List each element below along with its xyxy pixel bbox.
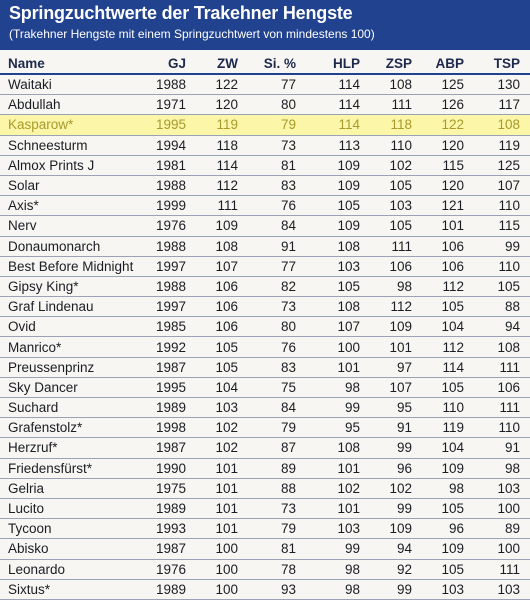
- cell-hlp: 98: [306, 579, 370, 599]
- column-header-si: Si. %: [248, 54, 306, 74]
- cell-hlp: 99: [306, 539, 370, 559]
- cell-name: Sky Dancer: [0, 377, 150, 397]
- cell-name: Kasparow*: [0, 115, 150, 135]
- cell-abp: 121: [422, 196, 474, 216]
- table-row: [0, 559, 530, 579]
- table-header-row: [0, 54, 530, 74]
- cell-hlp: 114: [306, 95, 370, 115]
- cell-hlp: 114: [306, 115, 370, 135]
- cell-name: Gelria: [0, 478, 150, 498]
- cell-tsp: 117: [474, 95, 530, 115]
- cell-name: Abisko: [0, 539, 150, 559]
- cell-name: Leonardo: [0, 559, 150, 579]
- cell-name: Sixtus*: [0, 579, 150, 599]
- cell-si: 73: [248, 297, 306, 317]
- cell-zsp: 99: [370, 579, 422, 599]
- cell-name: Gipsy King*: [0, 276, 150, 296]
- cell-abp: 125: [422, 74, 474, 95]
- page-subtitle: (Trakehner Hengste mit einem Springzuchtwert von mindestens 100): [9, 27, 375, 41]
- cell-name: Solar: [0, 175, 150, 195]
- cell-zw: 111: [196, 196, 248, 216]
- cell-hlp: 101: [306, 357, 370, 377]
- cell-gj: 1987: [150, 438, 196, 458]
- cell-si: 81: [248, 155, 306, 175]
- cell-zw: 102: [196, 438, 248, 458]
- cell-zsp: 103: [370, 196, 422, 216]
- cell-gj: 1985: [150, 317, 196, 337]
- cell-hlp: 108: [306, 236, 370, 256]
- cell-hlp: 103: [306, 256, 370, 276]
- cell-abp: 115: [422, 155, 474, 175]
- table-row: [0, 74, 530, 95]
- table-row-highlighted: [0, 115, 530, 135]
- table-row: [0, 175, 530, 195]
- cell-hlp: 108: [306, 297, 370, 317]
- cell-gj: 1971: [150, 95, 196, 115]
- table-row: [0, 377, 530, 397]
- cell-zsp: 94: [370, 539, 422, 559]
- cell-tsp: 111: [474, 357, 530, 377]
- cell-zsp: 99: [370, 498, 422, 518]
- cell-si: 80: [248, 317, 306, 337]
- cell-zw: 118: [196, 135, 248, 155]
- table-row: [0, 297, 530, 317]
- cell-name: Axis*: [0, 196, 150, 216]
- cell-si: 79: [248, 115, 306, 135]
- cell-name: Almox Prints J: [0, 155, 150, 175]
- table-row: [0, 579, 530, 599]
- cell-si: 89: [248, 458, 306, 478]
- cell-gj: 1989: [150, 498, 196, 518]
- cell-si: 84: [248, 216, 306, 236]
- table-row: [0, 216, 530, 236]
- cell-zw: 100: [196, 559, 248, 579]
- cell-zsp: 118: [370, 115, 422, 135]
- cell-zw: 101: [196, 498, 248, 518]
- cell-hlp: 102: [306, 478, 370, 498]
- cell-hlp: 105: [306, 196, 370, 216]
- cell-tsp: 115: [474, 216, 530, 236]
- cell-zw: 106: [196, 317, 248, 337]
- table-row: [0, 276, 530, 296]
- cell-name: Grafenstolz*: [0, 418, 150, 438]
- cell-abp: 104: [422, 317, 474, 337]
- column-header-tsp: TSP: [474, 54, 530, 74]
- cell-name: Preussenprinz: [0, 357, 150, 377]
- cell-abp: 114: [422, 357, 474, 377]
- table-row: [0, 458, 530, 478]
- cell-tsp: 106: [474, 377, 530, 397]
- cell-abp: 106: [422, 256, 474, 276]
- cell-zsp: 92: [370, 559, 422, 579]
- cell-hlp: 109: [306, 216, 370, 236]
- cell-gj: 1995: [150, 377, 196, 397]
- cell-hlp: 100: [306, 337, 370, 357]
- cell-zsp: 108: [370, 74, 422, 95]
- cell-hlp: 99: [306, 398, 370, 418]
- cell-abp: 120: [422, 135, 474, 155]
- cell-gj: 1976: [150, 216, 196, 236]
- cell-si: 73: [248, 135, 306, 155]
- cell-si: 82: [248, 276, 306, 296]
- column-header-hlp: HLP: [306, 54, 370, 74]
- cell-zsp: 111: [370, 236, 422, 256]
- cell-gj: 1987: [150, 539, 196, 559]
- cell-si: 73: [248, 498, 306, 518]
- cell-name: Lucito: [0, 498, 150, 518]
- cell-si: 84: [248, 398, 306, 418]
- cell-gj: 1993: [150, 519, 196, 539]
- cell-abp: 103: [422, 579, 474, 599]
- cell-si: 77: [248, 74, 306, 95]
- page-title: Springzuchtwerte der Trakehner Hengste: [9, 3, 353, 23]
- cell-si: 91: [248, 236, 306, 256]
- cell-tsp: 110: [474, 196, 530, 216]
- table-row: [0, 256, 530, 276]
- cell-gj: 1997: [150, 297, 196, 317]
- cell-abp: 106: [422, 236, 474, 256]
- cell-zsp: 107: [370, 377, 422, 397]
- cell-si: 79: [248, 519, 306, 539]
- table-body: [0, 74, 530, 599]
- cell-abp: 109: [422, 539, 474, 559]
- cell-zsp: 105: [370, 175, 422, 195]
- cell-hlp: 105: [306, 276, 370, 296]
- cell-hlp: 98: [306, 377, 370, 397]
- cell-name: Best Before Midnight: [0, 256, 150, 276]
- cell-abp: 105: [422, 377, 474, 397]
- cell-hlp: 101: [306, 458, 370, 478]
- table-row: [0, 357, 530, 377]
- cell-gj: 1999: [150, 196, 196, 216]
- cell-zw: 114: [196, 155, 248, 175]
- cell-tsp: 99: [474, 236, 530, 256]
- cell-zsp: 102: [370, 155, 422, 175]
- cell-name: Donaumonarch: [0, 236, 150, 256]
- cell-si: 93: [248, 579, 306, 599]
- cell-zsp: 91: [370, 418, 422, 438]
- cell-hlp: 108: [306, 438, 370, 458]
- cell-hlp: 101: [306, 498, 370, 518]
- cell-si: 77: [248, 256, 306, 276]
- cell-abp: 109: [422, 458, 474, 478]
- cell-zw: 119: [196, 115, 248, 135]
- cell-gj: 1990: [150, 458, 196, 478]
- cell-si: 80: [248, 95, 306, 115]
- cell-zsp: 110: [370, 135, 422, 155]
- cell-zsp: 109: [370, 519, 422, 539]
- table-row: [0, 135, 530, 155]
- table-row: [0, 438, 530, 458]
- cell-tsp: 103: [474, 478, 530, 498]
- cell-zw: 101: [196, 458, 248, 478]
- cell-zsp: 109: [370, 317, 422, 337]
- cell-si: 87: [248, 438, 306, 458]
- cell-gj: 1992: [150, 337, 196, 357]
- cell-hlp: 95: [306, 418, 370, 438]
- cell-zw: 102: [196, 418, 248, 438]
- cell-tsp: 110: [474, 256, 530, 276]
- cell-hlp: 107: [306, 317, 370, 337]
- cell-name: Manrico*: [0, 337, 150, 357]
- cell-tsp: 119: [474, 135, 530, 155]
- cell-zw: 101: [196, 519, 248, 539]
- header-banner: [0, 0, 530, 50]
- cell-tsp: 98: [474, 458, 530, 478]
- cell-zsp: 111: [370, 95, 422, 115]
- cell-hlp: 114: [306, 74, 370, 95]
- cell-zw: 106: [196, 297, 248, 317]
- cell-abp: 105: [422, 498, 474, 518]
- cell-name: Tycoon: [0, 519, 150, 539]
- cell-si: 76: [248, 196, 306, 216]
- cell-zw: 120: [196, 95, 248, 115]
- cell-gj: 1994: [150, 135, 196, 155]
- cell-zw: 105: [196, 357, 248, 377]
- cell-zw: 101: [196, 478, 248, 498]
- cell-name: Herzruf*: [0, 438, 150, 458]
- cell-hlp: 103: [306, 519, 370, 539]
- cell-tsp: 125: [474, 155, 530, 175]
- cell-abp: 104: [422, 438, 474, 458]
- cell-abp: 122: [422, 115, 474, 135]
- cell-zw: 105: [196, 337, 248, 357]
- cell-name: Nerv: [0, 216, 150, 236]
- cell-tsp: 130: [474, 74, 530, 95]
- cell-si: 83: [248, 357, 306, 377]
- cell-si: 83: [248, 175, 306, 195]
- cell-abp: 110: [422, 398, 474, 418]
- cell-gj: 1997: [150, 256, 196, 276]
- cell-tsp: 100: [474, 498, 530, 518]
- cell-hlp: 109: [306, 175, 370, 195]
- table-row: [0, 317, 530, 337]
- cell-gj: 1988: [150, 236, 196, 256]
- table-row: [0, 539, 530, 559]
- cell-abp: 126: [422, 95, 474, 115]
- cell-zsp: 105: [370, 216, 422, 236]
- cell-gj: 1975: [150, 478, 196, 498]
- cell-tsp: 111: [474, 398, 530, 418]
- cell-name: Graf Lindenau: [0, 297, 150, 317]
- table-row: [0, 478, 530, 498]
- cell-zsp: 112: [370, 297, 422, 317]
- cell-name: Schneesturm: [0, 135, 150, 155]
- cell-tsp: 108: [474, 115, 530, 135]
- cell-gj: 1988: [150, 74, 196, 95]
- cell-abp: 105: [422, 559, 474, 579]
- cell-gj: 1988: [150, 276, 196, 296]
- cell-zw: 108: [196, 236, 248, 256]
- cell-gj: 1988: [150, 175, 196, 195]
- cell-gj: 1981: [150, 155, 196, 175]
- cell-zsp: 101: [370, 337, 422, 357]
- cell-si: 78: [248, 559, 306, 579]
- cell-gj: 1989: [150, 579, 196, 599]
- cell-zw: 122: [196, 74, 248, 95]
- cell-zw: 112: [196, 175, 248, 195]
- column-header-abp: ABP: [422, 54, 474, 74]
- cell-zw: 104: [196, 377, 248, 397]
- cell-abp: 119: [422, 418, 474, 438]
- cell-name: Suchard: [0, 398, 150, 418]
- cell-tsp: 107: [474, 175, 530, 195]
- cell-si: 88: [248, 478, 306, 498]
- cell-gj: 1998: [150, 418, 196, 438]
- column-header-name: Name: [0, 54, 150, 74]
- cell-zsp: 102: [370, 478, 422, 498]
- cell-zsp: 99: [370, 438, 422, 458]
- cell-abp: 112: [422, 276, 474, 296]
- cell-si: 75: [248, 377, 306, 397]
- cell-tsp: 108: [474, 337, 530, 357]
- cell-abp: 101: [422, 216, 474, 236]
- cell-tsp: 110: [474, 418, 530, 438]
- cell-zw: 106: [196, 276, 248, 296]
- column-header-gj: GJ: [150, 54, 196, 74]
- cell-abp: 105: [422, 297, 474, 317]
- cell-hlp: 109: [306, 155, 370, 175]
- cell-zw: 100: [196, 579, 248, 599]
- stallion-table: [0, 54, 530, 600]
- table-row: [0, 398, 530, 418]
- table-row: [0, 236, 530, 256]
- cell-tsp: 89: [474, 519, 530, 539]
- cell-zsp: 98: [370, 276, 422, 296]
- table-row: [0, 519, 530, 539]
- cell-tsp: 91: [474, 438, 530, 458]
- table-row: [0, 498, 530, 518]
- cell-zw: 100: [196, 539, 248, 559]
- cell-zsp: 106: [370, 256, 422, 276]
- cell-gj: 1989: [150, 398, 196, 418]
- cell-zsp: 95: [370, 398, 422, 418]
- cell-tsp: 88: [474, 297, 530, 317]
- cell-zsp: 97: [370, 357, 422, 377]
- cell-hlp: 98: [306, 559, 370, 579]
- cell-abp: 120: [422, 175, 474, 195]
- cell-abp: 98: [422, 478, 474, 498]
- cell-name: Waitaki: [0, 74, 150, 95]
- cell-si: 81: [248, 539, 306, 559]
- cell-tsp: 94: [474, 317, 530, 337]
- cell-name: Abdullah: [0, 95, 150, 115]
- cell-zsp: 96: [370, 458, 422, 478]
- cell-tsp: 111: [474, 559, 530, 579]
- cell-zw: 109: [196, 216, 248, 236]
- cell-tsp: 100: [474, 539, 530, 559]
- cell-abp: 112: [422, 337, 474, 357]
- cell-si: 79: [248, 418, 306, 438]
- cell-tsp: 103: [474, 579, 530, 599]
- cell-tsp: 105: [474, 276, 530, 296]
- cell-si: 76: [248, 337, 306, 357]
- table-row: [0, 337, 530, 357]
- table-row: [0, 155, 530, 175]
- cell-zw: 103: [196, 398, 248, 418]
- cell-name: Ovid: [0, 317, 150, 337]
- cell-name: Friedensfürst*: [0, 458, 150, 478]
- column-header-zsp: ZSP: [370, 54, 422, 74]
- column-header-zw: ZW: [196, 54, 248, 74]
- cell-gj: 1976: [150, 559, 196, 579]
- table-row: [0, 95, 530, 115]
- cell-zw: 107: [196, 256, 248, 276]
- cell-gj: 1995: [150, 115, 196, 135]
- cell-gj: 1987: [150, 357, 196, 377]
- cell-hlp: 113: [306, 135, 370, 155]
- cell-abp: 96: [422, 519, 474, 539]
- table-row: [0, 196, 530, 216]
- table-row: [0, 418, 530, 438]
